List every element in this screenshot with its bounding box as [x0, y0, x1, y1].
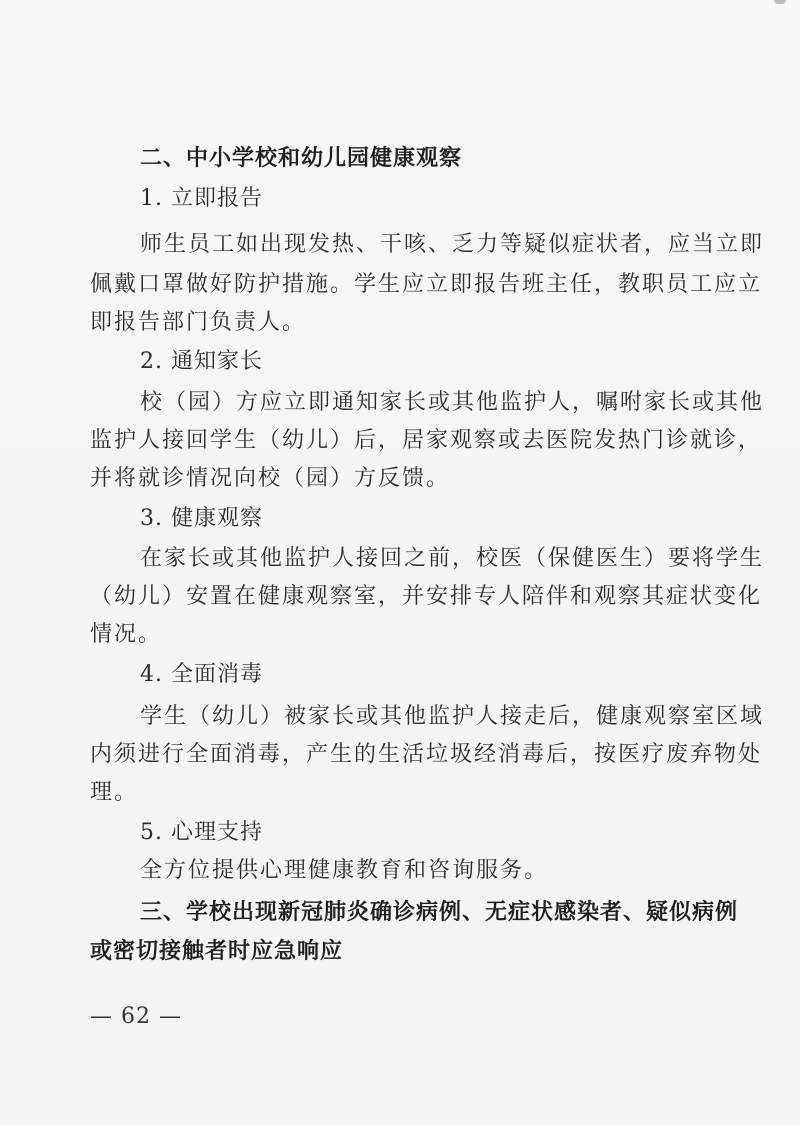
paragraph-line: 师生员工如出现发热、干咳、乏力等疑似症状者，应当立即 — [140, 232, 765, 257]
paragraph-line: 学生（幼儿）被家长或其他监护人接走后，健康观察室区域 — [140, 704, 765, 729]
paragraph-line: 佩戴口罩做好防护措施。学生应立即报告班主任，教职员工应立 — [90, 272, 763, 297]
paragraph-line: 全方位提供心理健康教育和咨询服务。 — [140, 858, 549, 883]
page-number: — 62 — — [90, 1004, 182, 1029]
paragraph-line: 即报告部门负责人。 — [90, 310, 307, 335]
paragraph-line: 情况。 — [90, 622, 163, 647]
paragraph-line: 校（园）方应立即通知家长或其他监护人，嘱咐家长或其他 — [140, 390, 765, 415]
item-title: 2. 通知家长 — [140, 349, 263, 374]
item-title: 3. 健康观察 — [140, 506, 263, 531]
scan-mark — [774, 0, 786, 4]
item-title: 4. 全面消毒 — [140, 662, 263, 687]
section-heading: 三、学校出现新冠肺炎确诊病例、无症状感染者、疑似病例 — [140, 900, 739, 925]
item-title: 5. 心理支持 — [140, 820, 263, 845]
section-heading: 或密切接触者时应急响应 — [90, 939, 344, 964]
section-heading: 二、中小学校和幼儿园健康观察 — [140, 146, 463, 171]
paragraph-line: 监护人接回学生（幼儿）后，居家观察或去医院发热门诊就诊， — [90, 428, 763, 453]
paragraph-line: 并将就诊情况向校（园）方反馈。 — [90, 466, 451, 491]
paragraph-line: 在家长或其他监护人接回之前，校医（保健医生）要将学生 — [140, 546, 765, 571]
paragraph-line: （幼儿）安置在健康观察室，并安排专人陪伴和观察其症状变化 — [90, 584, 763, 609]
paragraph-line: 理。 — [90, 780, 139, 805]
paragraph-line: 内须进行全面消毒，产生的生活垃圾经消毒后，按医疗废弃物处 — [90, 742, 763, 767]
item-title: 1. 立即报告 — [140, 186, 263, 211]
